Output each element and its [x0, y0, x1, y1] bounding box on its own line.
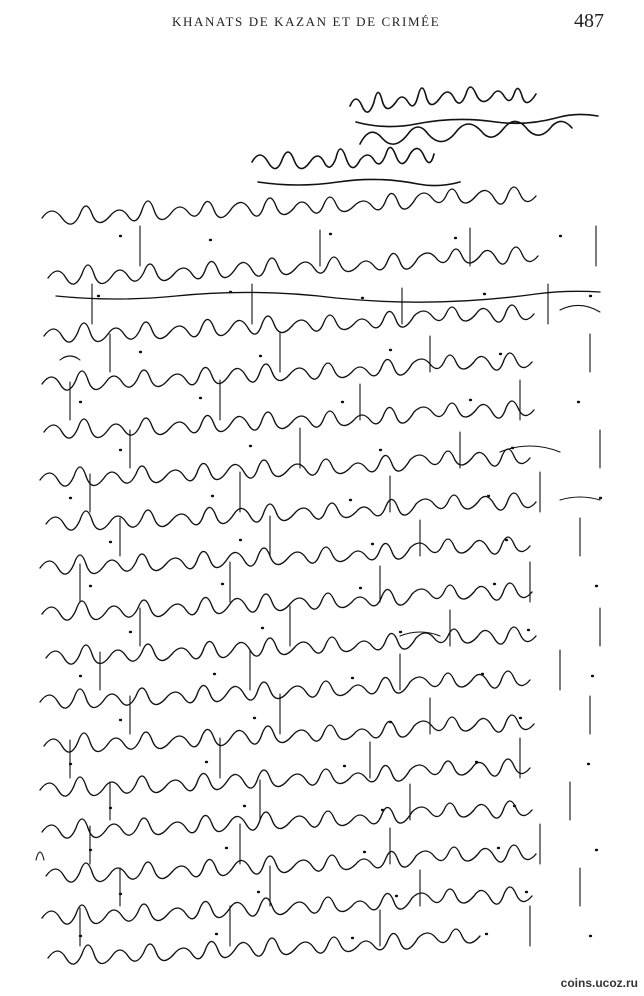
- page-number: 487: [574, 10, 604, 32]
- running-head: [0, 12, 644, 36]
- heading-line-1: [350, 87, 598, 144]
- watermark: coins.ucoz.ru: [560, 976, 638, 990]
- heading-line-2: [252, 147, 460, 185]
- diacritic-dots: [70, 234, 601, 938]
- manuscript-facsimile: [0, 40, 644, 980]
- body-lines: [40, 187, 600, 964]
- handwriting-drawing: [0, 40, 644, 980]
- interlinear-marks: [36, 226, 600, 946]
- running-title: KHANATS DE KAZAN ET DE CRIMÉE: [172, 14, 441, 29]
